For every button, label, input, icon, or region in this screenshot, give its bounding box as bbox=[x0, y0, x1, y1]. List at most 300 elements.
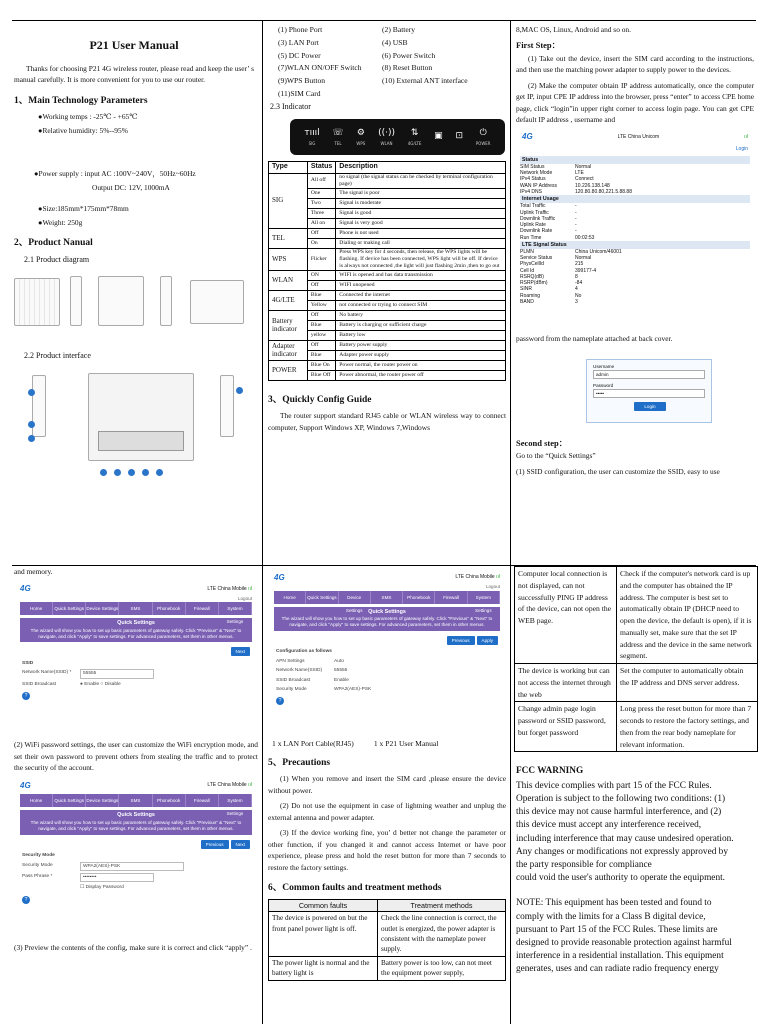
qs-banner-desc: The wizard will show you how to set up basic parameters of gateway safely. Click "Previous" & "Next" to navigate, and click "Apply" to save settings. For advanced parameters, set them in other menus. bbox=[30, 819, 242, 832]
status-key: SIM Status bbox=[520, 163, 545, 170]
config-heading: Configuration as follows bbox=[276, 649, 332, 655]
callout-dot bbox=[114, 469, 121, 476]
weight: ●Weight: 250g bbox=[38, 217, 83, 227]
precaution-3: (3) If the device working fine, you’ d better not change the parameter or other function, if you changed it and cannot access Internet or have poor experience, please press and hold the reset button for more than 7 seconds to restore the factory settings. bbox=[268, 828, 506, 872]
ssid-heading: SSID bbox=[22, 660, 34, 666]
indicator-label: POWER bbox=[475, 140, 491, 146]
col3-continued: 8,MAC OS, Linux, Android and so on. bbox=[516, 25, 631, 34]
status-value: Normal bbox=[575, 163, 592, 170]
ssid-broadcast-radio[interactable]: ● Enable ○ Disable bbox=[80, 681, 121, 687]
power-supply: ●Power supply : input AC :100V~240V，50Hz~60Hz bbox=[34, 169, 196, 179]
status-key: Downlink Rate bbox=[520, 228, 553, 235]
after-status-text: password from the nameplate attached at back cover. bbox=[516, 334, 673, 344]
column-1 bbox=[14, 20, 254, 560]
note-line: generates, uses and can radiate radio frequency energy bbox=[516, 964, 719, 975]
indicator-status: All on bbox=[307, 218, 335, 228]
column-6 bbox=[514, 566, 758, 1024]
qs-banner bbox=[20, 618, 252, 642]
fcc-line: this device may not cause harmful interference, and (2) bbox=[516, 807, 722, 818]
status-key: Uplink Rate bbox=[520, 222, 546, 228]
status-value: 399177-4 bbox=[575, 267, 597, 274]
indicator-description: No battery bbox=[336, 310, 506, 320]
next-button[interactable]: Next bbox=[231, 840, 250, 849]
config-row bbox=[276, 686, 498, 693]
status-value: 120.80.80.80,221.5.88.88 bbox=[575, 188, 632, 195]
indicator-type: WPS bbox=[269, 248, 308, 270]
indicator-description: Signal is moderate bbox=[336, 198, 506, 208]
port-panel bbox=[98, 431, 184, 451]
size: ●Size:185mm*175mm*78mm bbox=[38, 204, 129, 214]
status-key: Run Time bbox=[520, 234, 542, 241]
indicator-description: Phone is not used bbox=[336, 228, 506, 238]
faults-header: Treatment methods bbox=[378, 899, 506, 911]
part-item: (5) DC Power bbox=[278, 50, 321, 60]
password-field[interactable]: ••••• bbox=[593, 389, 705, 398]
username-label: Username bbox=[593, 363, 615, 369]
help-icon[interactable]: ? bbox=[22, 896, 30, 904]
interface-side-image bbox=[32, 375, 46, 437]
indicator-icon bbox=[332, 127, 343, 147]
qs-network: LTE China Mobile bbox=[207, 585, 247, 592]
config-value: 55555 bbox=[334, 668, 348, 674]
indicator-icon bbox=[476, 127, 491, 147]
indicator-row bbox=[269, 310, 506, 320]
config-row bbox=[276, 658, 498, 665]
parts-list bbox=[278, 24, 506, 100]
divider-2 bbox=[510, 20, 511, 1024]
status-row bbox=[520, 299, 750, 305]
indicator-type: Adapter indicator bbox=[269, 340, 308, 360]
status-key: RSRP(dBm) bbox=[520, 280, 548, 287]
indicator-glyph: ⇅ bbox=[410, 127, 419, 138]
status-rows bbox=[520, 156, 750, 306]
apply-button[interactable]: Apply bbox=[477, 636, 499, 645]
previous-button[interactable]: Previous bbox=[447, 636, 475, 645]
indicator-title: 2.3 Indicator bbox=[270, 101, 311, 111]
indicator-status: Off bbox=[307, 340, 335, 350]
section-2-title: 2、Product Nanual bbox=[14, 238, 93, 249]
indicator-description: Dialing or making call bbox=[336, 238, 506, 248]
indicator-label: TEL bbox=[334, 140, 342, 146]
indicator-status: ON bbox=[307, 270, 335, 280]
section-3-text: The router support standard RJ45 cable or WLAN wireless way to connect computer, Support Windows XP, Windows 7,Windows bbox=[268, 411, 506, 432]
fcc-title: FCC WARNING bbox=[516, 766, 584, 777]
fault-cell: The power light is normal and the battery light is bbox=[269, 956, 378, 980]
indicator-icon bbox=[356, 127, 365, 147]
status-page-screenshot bbox=[516, 129, 754, 329]
security-mode-label: Security Mode bbox=[22, 862, 53, 868]
nav-item-device-settings[interactable]: Device Settings bbox=[339, 591, 371, 604]
status-value: 3 bbox=[575, 298, 578, 305]
callout-dot bbox=[156, 469, 163, 476]
note-text bbox=[514, 897, 758, 976]
indicator-row bbox=[269, 228, 506, 238]
status-value: 00:02:53 bbox=[575, 234, 595, 241]
part-item: (4) USB bbox=[382, 37, 408, 47]
section-1-title: 1、Main Technology Parameters bbox=[14, 95, 148, 106]
part-item: (10) External ANT interface bbox=[382, 76, 468, 86]
indicator-type: 4G/LTE bbox=[269, 290, 308, 310]
ssid-broadcast-label: SSID Broadcast bbox=[22, 681, 57, 687]
indicator-row bbox=[269, 248, 506, 270]
config-row bbox=[276, 667, 498, 674]
treatment-cell: Set the computer to automatically obtain the IP address and DNS server address. bbox=[617, 664, 758, 702]
pass-phrase-input[interactable]: •••••••• bbox=[80, 873, 154, 882]
section-5-title: 5、Precautions bbox=[268, 757, 331, 768]
indicator-type: TEL bbox=[269, 228, 308, 248]
column-2 bbox=[268, 24, 506, 564]
signal-icon: ııl bbox=[744, 133, 748, 140]
indicator-status: One bbox=[307, 188, 335, 198]
part-item: (9)WPS Button bbox=[278, 76, 326, 86]
nav-item-home[interactable]: Home bbox=[274, 591, 306, 604]
config-preview-screenshot: 4G LTE China Mobile ııl Logout Home Quick Settings Device Settings SMS Phonebook Firewall System Settings Quick Settings The wizard will show you how to set up basic parameters of gateway safely. Click "Previous" & "Next" to navigate, and click "Apply" to save settings. For advanced parameters, set them in other menus. Previous Apply Configuration as follows APN Settings Auto Network Name(SSID) 55555 SSID Broadcast Enable Security Mode WPA2(AES)-PSK ? bbox=[268, 570, 506, 736]
status-value: China Unicom/46001 bbox=[575, 248, 622, 255]
ssid-name-label: Network Name(SSID) * bbox=[22, 670, 72, 676]
status-network: LTE China Unicom bbox=[617, 133, 660, 140]
fault-row bbox=[515, 567, 758, 664]
status-value: - bbox=[575, 209, 577, 216]
callout-dot bbox=[128, 469, 135, 476]
indicator-description: The signal is poor bbox=[336, 188, 506, 198]
qs-banner-title: Quick Settings bbox=[117, 619, 155, 626]
indicator-status: All off bbox=[307, 173, 335, 188]
nav-item-phonebook[interactable]: Phonebook bbox=[153, 794, 186, 807]
status-value: No bbox=[575, 292, 582, 299]
interface-side2-image bbox=[220, 375, 234, 437]
nav-bar bbox=[20, 794, 252, 817]
indicator-description: Press WPS key for 4 seconds, then release, the WPS lights will be flashing. If device has been connected, WPS light will be off. If device is always not connected ,the light will just flashing 2min ,then to go out bbox=[336, 248, 506, 270]
status-key: Total Traffic bbox=[520, 203, 546, 210]
ssid-settings-screenshot: 4G LTE China Mobile ııl Logout Home Quick Settings Device Settings SMS Phonebook Firewall System Settings Quick Settings The wizard will show you how to set up basic parameters of gateway safely. Click "Previous" & "Next" to navigate, and click "Apply" to save settings. For advanced parameters, set them in other menus. Next SSID Network Name(SSID) * 55555 SSID Broadcast ● Enable ○ Disable ? bbox=[14, 581, 258, 731]
status-section-title: Internet Usage bbox=[520, 195, 750, 203]
router-back-image bbox=[98, 276, 144, 326]
indicator-status: On bbox=[307, 238, 335, 248]
callout-dot bbox=[236, 387, 243, 394]
nav-item-system-settings[interactable]: System Settings bbox=[468, 591, 500, 604]
callout-dot bbox=[28, 435, 35, 442]
nav-item-sms[interactable]: SMS bbox=[119, 602, 152, 615]
logout-link[interactable]: Logout bbox=[237, 595, 252, 601]
nav-item-quick-settings[interactable]: Quick Settings bbox=[53, 794, 86, 807]
indicator-status: Blue bbox=[307, 290, 335, 300]
indicator-description: Signal is good bbox=[336, 208, 506, 218]
indicator-status: Two bbox=[307, 198, 335, 208]
config-row bbox=[276, 677, 498, 684]
indicator-status: Blue bbox=[307, 320, 335, 330]
qs-logo: 4G bbox=[274, 573, 285, 582]
nav-item-device-settings[interactable]: Device Settings bbox=[86, 794, 119, 807]
password-label: Password bbox=[593, 383, 614, 389]
status-value: 10.226.138.148 bbox=[575, 182, 610, 189]
nav-bar bbox=[274, 591, 500, 613]
nav-item-quick-settings[interactable]: Quick Settings bbox=[53, 602, 86, 615]
router-side-image bbox=[70, 276, 82, 326]
indicator-description: Power normal, the router power on bbox=[336, 360, 506, 370]
config-key: Network Name(SSID) bbox=[276, 668, 323, 674]
manual-title: P21 User Manual bbox=[89, 38, 179, 52]
indicator-status: yellow bbox=[307, 330, 335, 340]
callout-dot bbox=[100, 469, 107, 476]
config-value: Auto bbox=[334, 658, 344, 664]
fault-cell: Change admin page login password or SSID password, but forget password bbox=[515, 702, 617, 752]
help-icon[interactable]: ? bbox=[276, 697, 284, 705]
note-line: designed to provide reasonable protection against harmful bbox=[516, 937, 732, 948]
indicator-description: not connected or trying to connect SIM bbox=[336, 300, 506, 310]
status-value: - bbox=[575, 228, 577, 235]
security-heading: Security Mode bbox=[22, 853, 55, 859]
indicator-description: Battery low bbox=[336, 330, 506, 340]
status-key: IPv4 DNS bbox=[520, 188, 542, 195]
indicator-description: Battery is charging or sufficient charge bbox=[336, 320, 506, 330]
divider-1 bbox=[262, 20, 263, 1024]
nav-item-phonebook[interactable]: Phonebook bbox=[153, 602, 186, 615]
qs-banner-desc: The wizard will show you how to set up basic parameters of gateway safely. Click "Previous" & "Next" to navigate, and click "Apply" to save settings. For advanced parameters, set them in other menus. bbox=[281, 616, 493, 628]
nav-item-home[interactable]: Home bbox=[20, 602, 53, 615]
indicator-icon bbox=[408, 127, 422, 147]
status-value: - bbox=[575, 222, 577, 228]
indicator-header: Description bbox=[336, 161, 506, 173]
fault-row bbox=[515, 702, 758, 752]
callout-dot bbox=[28, 389, 35, 396]
indicator-status: Flicker bbox=[307, 248, 335, 270]
step-2: (2) Make the computer obtain IP address automatically, once the computer get IP, input CPE IP address into the browser, press “enter” to access CPE home page, click “login”in upper right corner to access login page. You can get CPE default IP address , username and bbox=[516, 80, 754, 124]
previous-button[interactable]: Previous bbox=[201, 840, 229, 849]
fault-row bbox=[515, 664, 758, 702]
package-manual: 1 x P21 User Manual bbox=[373, 739, 439, 748]
indicator-header: Status bbox=[307, 161, 335, 173]
preview-text: (3) Preview the contents of the config, make sure it is correct and click “apply” . bbox=[14, 942, 252, 952]
nav-item-device-settings[interactable]: Device Settings bbox=[86, 602, 119, 615]
indicator-type: POWER bbox=[269, 360, 308, 380]
indicator-label: 4G/LTE bbox=[407, 140, 422, 146]
wifi-password-text: (2) WiFi password settings, the user can customize the WiFi encryption mode, and set their own password to prevent others from stealing the traffic and to protect the security of the account. bbox=[14, 740, 258, 773]
treatment-cell: Long press the reset button for more than 7 seconds to restore the factory settings, and then from the rear body nameplate for relevant information. bbox=[617, 702, 758, 752]
indicator-label: WPS bbox=[356, 140, 366, 146]
indicator-glyph: ☏ bbox=[332, 127, 344, 138]
fault-cell: Computer local connection is not displayed, can not successfully PING IP address of the device, can not open the WEB page. bbox=[515, 567, 617, 664]
precaution-1: (1) When you remove and insert the SIM card ,please ensure the device without power. bbox=[268, 774, 506, 795]
indicator-glyph: ᴛıııl bbox=[304, 127, 320, 138]
login-page-screenshot bbox=[516, 351, 754, 429]
fcc-line: could void the user's authority to operate the equipment. bbox=[516, 873, 725, 884]
indicator-type: Battery indicator bbox=[269, 310, 308, 340]
status-value: LTE bbox=[575, 170, 584, 177]
status-key: BAND bbox=[520, 298, 534, 305]
nav-item-sms[interactable]: SMS bbox=[371, 591, 403, 604]
config-value: WPA2(AES)-PSK bbox=[334, 687, 372, 693]
security-mode-select[interactable]: WPA2(AES)-PSK bbox=[80, 862, 184, 871]
indicator-row bbox=[269, 270, 506, 280]
indicator-row bbox=[269, 290, 506, 300]
step-1: (1) Take out the device, insert the SIM card according to the instructions, and then use the matching power adapter to supply power to the devices. bbox=[516, 53, 754, 75]
indicator-status: Off bbox=[307, 228, 335, 238]
nav-item-firewall[interactable]: Firewall bbox=[186, 602, 219, 615]
status-key: PhysCellId bbox=[520, 261, 544, 268]
nav-item-sms[interactable]: SMS bbox=[119, 794, 152, 807]
fcc-text bbox=[514, 780, 758, 886]
nav-bar bbox=[20, 602, 252, 624]
treatment-cell: Battery power is too low, can not meet the equipment power supply, bbox=[378, 956, 506, 980]
status-value: - bbox=[575, 215, 577, 222]
working-temps: ●Working temps : -25℃ - +65℃ bbox=[38, 112, 138, 122]
part-item: (11)SIM Card bbox=[278, 88, 321, 98]
indicator-status: Off bbox=[307, 310, 335, 320]
login-button[interactable]: Login bbox=[634, 402, 665, 411]
status-key: SINR bbox=[520, 286, 532, 293]
fault-row bbox=[269, 956, 506, 980]
note-line: NOTE: This equipment has been tested and found to bbox=[516, 898, 712, 909]
router-front-image bbox=[14, 278, 60, 326]
status-login-link[interactable]: Login bbox=[735, 145, 748, 152]
status-key: Roaming bbox=[520, 292, 541, 299]
indicator-label: WLAN bbox=[380, 140, 393, 146]
indicator-glyph: ⚙ bbox=[356, 127, 365, 138]
product-interface-diagram bbox=[14, 371, 254, 489]
nav-item-quick-settings[interactable]: Quick Settings bbox=[306, 591, 338, 604]
indicator-table bbox=[268, 161, 506, 381]
faults-header: Common faults bbox=[269, 899, 378, 911]
part-item: (1) Phone Port bbox=[278, 25, 323, 34]
indicator-status: Blue bbox=[307, 350, 335, 360]
logout-link[interactable]: Logout bbox=[485, 584, 500, 590]
and-memory: and memory. bbox=[14, 567, 53, 576]
first-step: First Step： bbox=[516, 40, 561, 51]
indicator-description: Signal is very good bbox=[336, 218, 506, 228]
fcc-line: Any changes or modifications not expressly approved by bbox=[516, 846, 728, 857]
config-value: Enable bbox=[334, 677, 349, 683]
intro-text: Thanks for choosing P21 4G wireless router, please read and keep the user’ s manual carefully. It is more convenient for you to use our router. bbox=[14, 63, 254, 85]
indicator-glyph: ((·)) bbox=[378, 127, 395, 138]
part-item: (8) Reset Button bbox=[382, 63, 433, 73]
part-item: (6) Power Switch bbox=[382, 50, 436, 60]
status-key: Service Status bbox=[520, 255, 553, 262]
indicator-status: Blue On bbox=[307, 360, 335, 370]
qs-banner bbox=[20, 810, 252, 834]
indicator-status: Off bbox=[307, 280, 335, 290]
status-section-title: LTE Signal Status bbox=[520, 241, 750, 249]
ssid-config-text: (1) SSID configuration, the user can customize the SSID, easy to use bbox=[516, 466, 720, 476]
status-value: 8 bbox=[575, 273, 578, 280]
callout-dot bbox=[142, 469, 149, 476]
part-item: (3) LAN Port bbox=[278, 37, 319, 47]
display-password-checkbox[interactable]: ☐ Display Password bbox=[80, 885, 124, 891]
qs-network: LTE China Mobile bbox=[455, 574, 495, 581]
status-key: PLMN bbox=[520, 248, 534, 255]
status-value: 4 bbox=[575, 286, 578, 293]
config-rows bbox=[268, 658, 506, 694]
status-value: 215 bbox=[575, 261, 584, 268]
faults-header-row bbox=[269, 899, 506, 911]
status-value: - bbox=[575, 203, 577, 210]
second-step: Second step： bbox=[516, 437, 568, 448]
fcc-line: Operation is subject to the following two conditions: (1) bbox=[516, 794, 726, 805]
column-3 bbox=[516, 24, 754, 564]
qs-logo: 4G bbox=[20, 584, 31, 594]
pass-phrase-label: Pass Phrase * bbox=[22, 873, 53, 879]
indicator-description: WIFI is opened and has data transmission bbox=[336, 270, 506, 280]
indicator-label: SIG bbox=[308, 140, 316, 146]
product-diagram bbox=[14, 272, 254, 334]
status-key: Uplink Traffic bbox=[520, 209, 549, 216]
nav-item-system-settings[interactable]: System Settings bbox=[219, 794, 252, 807]
qs-logo: 4G bbox=[20, 780, 31, 790]
qs-banner-title: Quick Settings bbox=[117, 812, 155, 819]
indicator-icon bbox=[304, 127, 319, 147]
column-4 bbox=[14, 566, 258, 1024]
config-key: APN Settings bbox=[276, 658, 305, 664]
indicator-description: Battery power supply bbox=[336, 340, 506, 350]
indicator-description: Power abnormal, the router power off bbox=[336, 370, 506, 380]
nav-item-system-settings[interactable]: System Settings bbox=[219, 602, 252, 615]
qs-banner bbox=[274, 607, 500, 631]
indicator-description: no signal (the signal status can be checked by terminal configuration page) bbox=[336, 173, 506, 188]
faults-table-continued bbox=[514, 566, 758, 752]
config-key: SSID Broadcast bbox=[276, 677, 311, 683]
status-key: WAN IP Address bbox=[520, 182, 557, 189]
status-key: Network Mode bbox=[520, 170, 553, 177]
indicator-glyph: ⏻ bbox=[479, 127, 487, 138]
part-item: (7)WLAN ON/OFF Switch bbox=[278, 63, 362, 73]
nav-item-phonebook[interactable]: Phonebook bbox=[403, 591, 435, 604]
help-icon[interactable]: ? bbox=[22, 692, 30, 700]
indicator-header: Type bbox=[269, 161, 308, 173]
indicator-icon bbox=[455, 130, 463, 144]
note-line: interference in a residential installation. This equipment bbox=[516, 951, 724, 962]
fcc-line: including interference that may cause undesired operation. bbox=[516, 833, 734, 844]
goto-quick-settings: Go to the “Quick Settings” bbox=[516, 451, 596, 461]
section-2-2: 2.2 Product interface bbox=[24, 351, 91, 361]
treatment-cell: Check if the computer's network card is up and the computer has obtained the IP address. The computer is best set to automatically obtain IP (DHCP need to open the device, the default is open), if it is manually set, make sure that the set IP address and the device in the same network segment. bbox=[617, 567, 758, 664]
section-2-1: 2.1 Product diagram bbox=[24, 254, 90, 264]
status-key: IPv4 Status bbox=[520, 176, 546, 183]
status-key: Cell Id bbox=[520, 267, 535, 274]
indicator-status: Yellow bbox=[307, 300, 335, 310]
indicator-row bbox=[269, 340, 506, 350]
section-3-title: 3、Quickly Config Guide bbox=[268, 394, 372, 405]
nav-item-firewall[interactable]: Firewall bbox=[186, 794, 219, 807]
login-box bbox=[586, 359, 712, 423]
precaution-2: (2) Do not use the equipment in case of lightning weather and unplug the external antenna and power adapter. bbox=[268, 801, 506, 822]
indicator-glyph: ▣ bbox=[434, 131, 443, 142]
indicator-header-row bbox=[269, 161, 506, 173]
part-item: (2) Battery bbox=[382, 25, 416, 34]
fcc-line: this device must accept any interference received, bbox=[516, 820, 702, 831]
note-line: comply with the limits for a Class B digital device, bbox=[516, 911, 706, 922]
username-field[interactable]: admin bbox=[593, 370, 705, 379]
status-key: RSRQ(dB) bbox=[520, 273, 544, 280]
fault-cell: The device is powered on but the front panel power light is off. bbox=[269, 912, 378, 957]
fcc-line: the party responsible for compliance bbox=[516, 860, 652, 871]
status-logo: 4G bbox=[522, 132, 533, 142]
power-output: Output DC: 12V, 1000mA bbox=[92, 182, 170, 192]
indicator-row bbox=[269, 360, 506, 370]
package-cable: 1 x LAN Port Cable(RJ45) bbox=[272, 739, 354, 748]
nav-item-home[interactable]: Home bbox=[20, 794, 53, 807]
fault-cell: The device is working but can not access the internet through the web bbox=[515, 664, 617, 702]
fault-row bbox=[269, 912, 506, 957]
indicator-description: Connected the internet bbox=[336, 290, 506, 300]
nav-item-firewall[interactable]: Firewall bbox=[435, 591, 467, 604]
indicator-glyph: ⊡ bbox=[455, 131, 463, 142]
qs-banner-desc: The wizard will show you how to set up basic parameters of gateway safely. Click "Previous" & "Next" to navigate, and click "Apply" to save settings. For advanced parameters, set them in other menus. bbox=[30, 627, 242, 639]
note-line: pursuant to Part 15 of the FCC Rules. These limits are bbox=[516, 924, 718, 935]
config-key: Security Mode bbox=[276, 687, 307, 693]
next-button[interactable]: Next bbox=[231, 647, 250, 656]
indicator-status: Three bbox=[307, 208, 335, 218]
ssid-name-input[interactable]: 55555 bbox=[80, 669, 154, 678]
indicator-panel-image bbox=[290, 119, 505, 155]
